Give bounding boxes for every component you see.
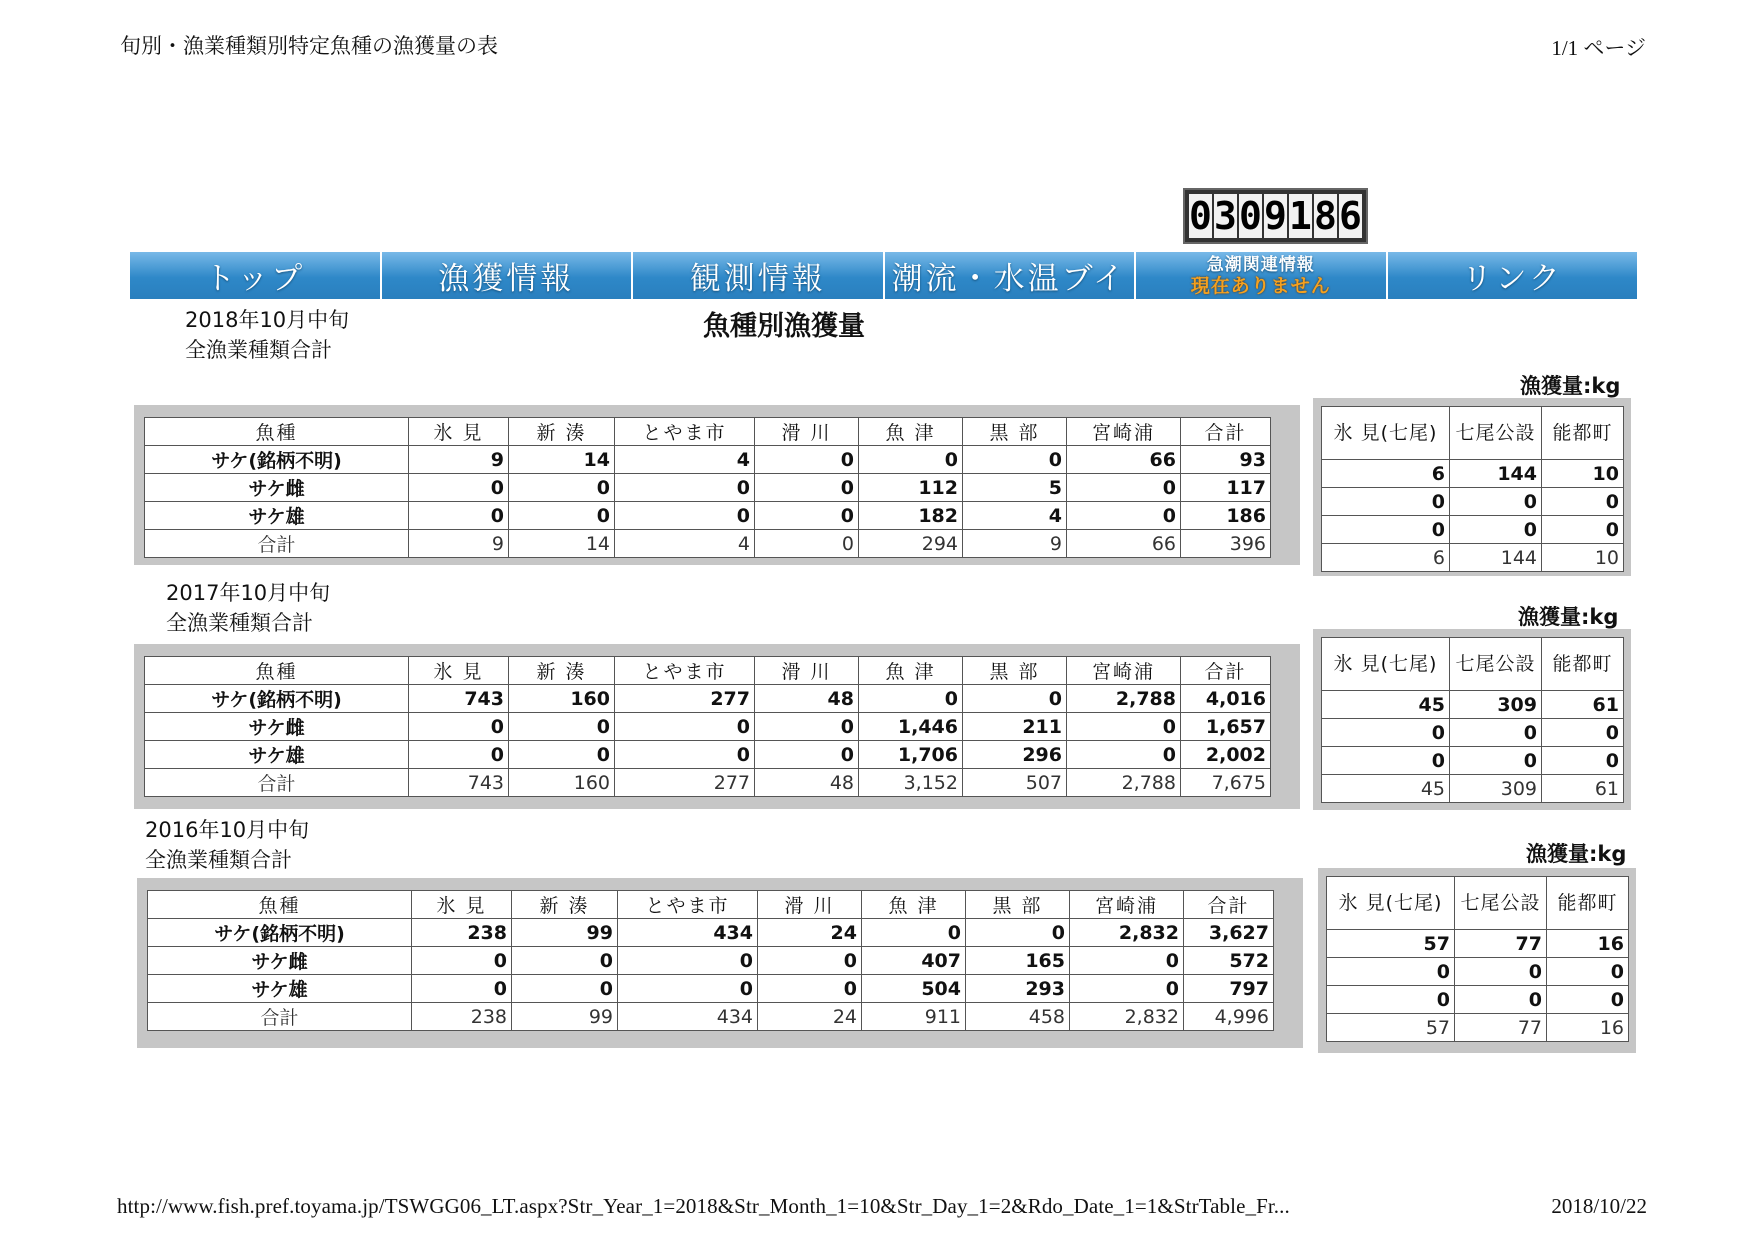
- catch-value: 277: [615, 769, 755, 797]
- catch-value: 0: [509, 502, 615, 530]
- catch-value: 160: [509, 769, 615, 797]
- counter-digit: 6: [1339, 194, 1362, 238]
- page-title: 魚種別漁獲量: [703, 311, 865, 342]
- catch-value: 144: [1450, 544, 1542, 572]
- column-header: 黒 部: [963, 418, 1067, 446]
- catch-value: 0: [1067, 713, 1181, 741]
- column-header: 新 湊: [509, 418, 615, 446]
- nav-observation[interactable]: 観測情報: [633, 252, 885, 299]
- catch-value: 4: [615, 530, 755, 558]
- catch-value: 434: [618, 1003, 758, 1031]
- catch-value: 0: [1450, 747, 1542, 775]
- catch-value: 9: [409, 446, 509, 474]
- catch-value: 57: [1327, 1014, 1455, 1042]
- unit-label: 漁獲量:kg: [1518, 605, 1619, 629]
- catch-value: 182: [859, 502, 963, 530]
- catch-value: 0: [1542, 719, 1624, 747]
- catch-value: 16: [1547, 1014, 1629, 1042]
- column-header: 宮崎浦: [1067, 418, 1181, 446]
- catch-value: 165: [966, 947, 1070, 975]
- table-row: [148, 919, 1274, 947]
- period-date: 2017年10月中旬: [166, 581, 331, 605]
- catch-value: 0: [1455, 958, 1547, 986]
- side-catch-table: [1321, 406, 1624, 572]
- catch-value: 0: [755, 741, 859, 769]
- catch-value: 45: [1322, 691, 1450, 719]
- catch-value: 0: [1327, 958, 1455, 986]
- catch-value: 0: [1322, 747, 1450, 775]
- tide-alert-title: 急潮関連情報: [1206, 254, 1315, 275]
- side-catch-table: [1326, 876, 1629, 1042]
- column-header: 黒 部: [963, 657, 1067, 685]
- catch-value: 309: [1450, 775, 1542, 803]
- table-row: [1327, 986, 1629, 1014]
- period-date: 2018年10月中旬: [185, 308, 350, 332]
- catch-value: 0: [1067, 474, 1181, 502]
- catch-value: 293: [966, 975, 1070, 1003]
- table-row: [1327, 1014, 1629, 1042]
- catch-value: 911: [862, 1003, 966, 1031]
- catch-value: 0: [1322, 516, 1450, 544]
- nav-current-buoy[interactable]: 潮流・水温ブイ: [885, 252, 1137, 299]
- column-header: 魚 津: [859, 657, 963, 685]
- counter-digit: 1: [1289, 194, 1312, 238]
- catch-value: 48: [755, 685, 859, 713]
- catch-value: 112: [859, 474, 963, 502]
- side-table-panel: [1313, 629, 1631, 810]
- table-row: [148, 975, 1274, 1003]
- catch-value: 0: [615, 713, 755, 741]
- catch-value: 24: [758, 1003, 862, 1031]
- catch-value: 77: [1455, 930, 1547, 958]
- catch-value: 0: [1450, 516, 1542, 544]
- catch-value: 797: [1184, 975, 1274, 1003]
- catch-value: 0: [615, 502, 755, 530]
- print-header-title: 旬別・漁業種類別特定魚種の漁獲量の表: [120, 34, 498, 58]
- catch-value: 0: [755, 530, 859, 558]
- table-row: [145, 741, 1271, 769]
- catch-value: 0: [966, 919, 1070, 947]
- catch-table-panel: [134, 644, 1300, 809]
- catch-value: 1,657: [1181, 713, 1271, 741]
- period-label: [185, 305, 349, 365]
- column-header: 魚種: [145, 657, 409, 685]
- catch-value: 572: [1184, 947, 1274, 975]
- catch-value: 0: [1322, 719, 1450, 747]
- catch-value: 93: [1181, 446, 1271, 474]
- column-header: 合計: [1181, 418, 1271, 446]
- table-row: [148, 1003, 1274, 1031]
- column-header: 新 湊: [512, 891, 618, 919]
- catch-table-panel: [137, 878, 1303, 1048]
- column-header: 魚 津: [862, 891, 966, 919]
- counter-digit: 8: [1314, 194, 1337, 238]
- period-date: 2016年10月中旬: [145, 818, 310, 842]
- fish-name: サケ雌: [148, 947, 412, 975]
- side-column-header: 七尾公設: [1455, 877, 1547, 930]
- table-row: [145, 685, 1271, 713]
- catch-value: 0: [509, 713, 615, 741]
- fish-name: サケ雌: [145, 474, 409, 502]
- fish-name: サケ雄: [145, 741, 409, 769]
- fish-name: 合計: [145, 530, 409, 558]
- catch-value: 0: [509, 741, 615, 769]
- catch-value: 6: [1322, 544, 1450, 572]
- table-row: [1322, 691, 1624, 719]
- catch-value: 0: [1067, 741, 1181, 769]
- catch-value: 3,627: [1184, 919, 1274, 947]
- column-header: 氷 見: [412, 891, 512, 919]
- catch-value: 277: [615, 685, 755, 713]
- column-header: 宮崎浦: [1067, 657, 1181, 685]
- column-header: 滑 川: [755, 657, 859, 685]
- side-column-header: 氷 見(七尾): [1327, 877, 1455, 930]
- catch-value: 0: [412, 975, 512, 1003]
- catch-value: 0: [755, 446, 859, 474]
- column-header: 合計: [1181, 657, 1271, 685]
- column-header: 魚種: [148, 891, 412, 919]
- catch-value: 45: [1322, 775, 1450, 803]
- nav-top[interactable]: トップ: [130, 252, 382, 299]
- column-header: とやま市: [615, 418, 755, 446]
- catch-value: 0: [862, 919, 966, 947]
- catch-value: 9: [409, 530, 509, 558]
- column-header: とやま市: [618, 891, 758, 919]
- catch-value: 24: [758, 919, 862, 947]
- side-column-header: 七尾公設: [1450, 638, 1542, 691]
- catch-value: 61: [1542, 691, 1624, 719]
- catch-value: 4,016: [1181, 685, 1271, 713]
- catch-value: 0: [755, 713, 859, 741]
- counter-digit: 0: [1239, 194, 1262, 238]
- table-row: [145, 446, 1271, 474]
- catch-value: 434: [618, 919, 758, 947]
- counter-digit: 3: [1214, 194, 1237, 238]
- column-header: 氷 見: [409, 418, 509, 446]
- catch-value: 0: [1542, 747, 1624, 775]
- catch-value: 4: [615, 446, 755, 474]
- table-row: [1322, 544, 1624, 572]
- fish-name: 合計: [148, 1003, 412, 1031]
- catch-value: 0: [755, 502, 859, 530]
- catch-value: 211: [963, 713, 1067, 741]
- table-row: [1327, 930, 1629, 958]
- catch-value: 99: [512, 919, 618, 947]
- unit-label: 漁獲量:kg: [1520, 374, 1621, 398]
- side-column-header: 能都町: [1542, 638, 1624, 691]
- catch-value: 10: [1542, 460, 1624, 488]
- catch-value: 0: [755, 474, 859, 502]
- catch-value: 0: [859, 446, 963, 474]
- table-row: [145, 474, 1271, 502]
- catch-value: 0: [1322, 488, 1450, 516]
- table-row: [1322, 488, 1624, 516]
- catch-value: 0: [409, 741, 509, 769]
- column-header: 宮崎浦: [1070, 891, 1184, 919]
- catch-table: [147, 890, 1274, 1031]
- catch-value: 0: [1070, 947, 1184, 975]
- table-row: [1327, 958, 1629, 986]
- fish-name: サケ雌: [145, 713, 409, 741]
- catch-value: 296: [963, 741, 1067, 769]
- unit-label: 漁獲量:kg: [1526, 842, 1627, 866]
- period-category: 全漁業種類合計: [185, 338, 332, 362]
- table-row: [145, 769, 1271, 797]
- catch-value: 504: [862, 975, 966, 1003]
- side-column-header: 能都町: [1542, 407, 1624, 460]
- column-header: 魚 津: [859, 418, 963, 446]
- catch-value: 0: [618, 947, 758, 975]
- catch-value: 0: [512, 975, 618, 1003]
- side-table-panel: [1318, 868, 1636, 1053]
- nav-links[interactable]: リンク: [1461, 261, 1563, 297]
- catch-value: 238: [412, 919, 512, 947]
- catch-value: 309: [1450, 691, 1542, 719]
- side-column-header: 氷 見(七尾): [1322, 638, 1450, 691]
- catch-value: 0: [1067, 502, 1181, 530]
- catch-value: 396: [1181, 530, 1271, 558]
- catch-value: 6: [1322, 460, 1450, 488]
- catch-value: 99: [512, 1003, 618, 1031]
- catch-value: 4,996: [1184, 1003, 1274, 1031]
- fish-name: サケ(銘柄不明): [145, 446, 409, 474]
- catch-value: 14: [509, 446, 615, 474]
- catch-value: 0: [1070, 975, 1184, 1003]
- catch-value: 144: [1450, 460, 1542, 488]
- catch-value: 0: [1542, 516, 1624, 544]
- catch-value: 0: [758, 947, 862, 975]
- catch-value: 1,706: [859, 741, 963, 769]
- side-column-header: 能都町: [1547, 877, 1629, 930]
- catch-table: [144, 417, 1271, 558]
- catch-value: 0: [512, 947, 618, 975]
- catch-value: 0: [1327, 986, 1455, 1014]
- catch-value: 2,832: [1070, 1003, 1184, 1031]
- catch-value: 0: [409, 502, 509, 530]
- fish-name: サケ(銘柄不明): [148, 919, 412, 947]
- table-row: [145, 530, 1271, 558]
- column-header: 魚種: [145, 418, 409, 446]
- table-row: [1322, 747, 1624, 775]
- column-header: 滑 川: [755, 418, 859, 446]
- catch-value: 9: [963, 530, 1067, 558]
- side-table-panel: [1313, 398, 1631, 576]
- column-header: 合計: [1184, 891, 1274, 919]
- column-header: 氷 見: [409, 657, 509, 685]
- catch-value: 294: [859, 530, 963, 558]
- catch-value: 61: [1542, 775, 1624, 803]
- catch-value: 0: [1547, 986, 1629, 1014]
- tide-alert-status: 現在ありません: [1190, 274, 1331, 297]
- column-header: 黒 部: [966, 891, 1070, 919]
- catch-value: 2,788: [1067, 685, 1181, 713]
- catch-value: 0: [615, 474, 755, 502]
- table-row: [145, 713, 1271, 741]
- catch-value: 4: [963, 502, 1067, 530]
- catch-value: 117: [1181, 474, 1271, 502]
- table-row: [1322, 719, 1624, 747]
- period-label: [145, 815, 309, 875]
- fish-name: サケ雄: [148, 975, 412, 1003]
- column-header: 滑 川: [758, 891, 862, 919]
- catch-value: 0: [412, 947, 512, 975]
- catch-value: 0: [409, 474, 509, 502]
- counter-digit: 9: [1264, 194, 1287, 238]
- catch-value: 16: [1547, 930, 1629, 958]
- catch-value: 407: [862, 947, 966, 975]
- catch-value: 507: [963, 769, 1067, 797]
- visitor-counter: [1183, 188, 1368, 244]
- side-column-header: 氷 見(七尾): [1322, 407, 1450, 460]
- catch-value: 3,152: [859, 769, 963, 797]
- catch-table-panel: [134, 405, 1300, 565]
- catch-value: 10: [1542, 544, 1624, 572]
- catch-value: 0: [758, 975, 862, 1003]
- catch-value: 743: [409, 769, 509, 797]
- catch-value: 0: [859, 685, 963, 713]
- main-nav: [130, 252, 1637, 299]
- catch-value: 57: [1327, 930, 1455, 958]
- catch-value: 0: [963, 685, 1067, 713]
- table-row: [1322, 775, 1624, 803]
- catch-value: 0: [409, 713, 509, 741]
- print-footer-url: http://www.fish.pref.toyama.jp/TSWGG06_LT.aspx?Str_Year_1=2018&Str_Month_1=10&Str_Day_1=2&Rdo_Date_1=1&StrTable_Fr...: [117, 1194, 1290, 1218]
- catch-value: 0: [615, 741, 755, 769]
- catch-value: 2,832: [1070, 919, 1184, 947]
- counter-digit: 0: [1189, 194, 1212, 238]
- catch-value: 2,788: [1067, 769, 1181, 797]
- table-row: [1322, 516, 1624, 544]
- period-label: [166, 578, 330, 638]
- catch-value: 186: [1181, 502, 1271, 530]
- catch-value: 77: [1455, 1014, 1547, 1042]
- catch-value: 0: [1547, 958, 1629, 986]
- print-header-page: 1/1 ページ: [1551, 36, 1646, 60]
- period-category: 全漁業種類合計: [145, 848, 292, 872]
- catch-value: 0: [1542, 488, 1624, 516]
- fish-name: サケ(銘柄不明): [145, 685, 409, 713]
- nav-tide-alert[interactable]: [1136, 252, 1388, 299]
- catch-value: 7,675: [1181, 769, 1271, 797]
- catch-value: 48: [755, 769, 859, 797]
- period-category: 全漁業種類合計: [166, 611, 313, 635]
- catch-value: 1,446: [859, 713, 963, 741]
- nav-catch-info[interactable]: 漁獲情報: [382, 252, 634, 299]
- catch-value: 2,002: [1181, 741, 1271, 769]
- fish-name: 合計: [145, 769, 409, 797]
- table-row: [148, 947, 1274, 975]
- catch-value: 743: [409, 685, 509, 713]
- catch-value: 5: [963, 474, 1067, 502]
- catch-value: 0: [963, 446, 1067, 474]
- table-row: [145, 502, 1271, 530]
- catch-value: 14: [509, 530, 615, 558]
- catch-value: 238: [412, 1003, 512, 1031]
- catch-value: 66: [1067, 446, 1181, 474]
- fish-name: サケ雄: [145, 502, 409, 530]
- side-column-header: 七尾公設: [1450, 407, 1542, 460]
- catch-value: 66: [1067, 530, 1181, 558]
- catch-value: 0: [509, 474, 615, 502]
- catch-table: [144, 656, 1271, 797]
- column-header: とやま市: [615, 657, 755, 685]
- print-footer-date: 2018/10/22: [1551, 1194, 1647, 1218]
- catch-value: 0: [1455, 986, 1547, 1014]
- side-catch-table: [1321, 637, 1624, 803]
- catch-value: 458: [966, 1003, 1070, 1031]
- column-header: 新 湊: [509, 657, 615, 685]
- catch-value: 0: [1450, 719, 1542, 747]
- catch-value: 0: [1450, 488, 1542, 516]
- table-row: [1322, 460, 1624, 488]
- catch-value: 0: [618, 975, 758, 1003]
- catch-value: 160: [509, 685, 615, 713]
